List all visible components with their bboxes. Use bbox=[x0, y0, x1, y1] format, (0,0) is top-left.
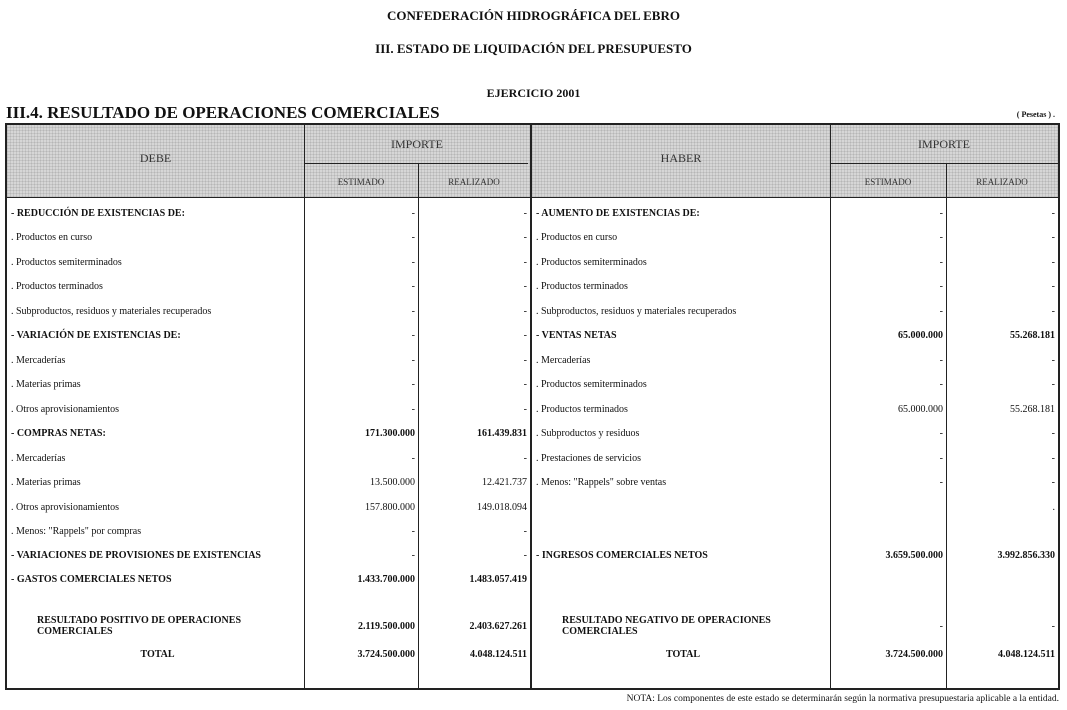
table-row bbox=[7, 348, 1058, 373]
haber-realizado-cell: - bbox=[1051, 256, 1055, 268]
debe-realizado-cell: 2.403.627.261 bbox=[469, 620, 527, 632]
debe-header: DEBE bbox=[139, 151, 172, 165]
haber-label-cell: . Subproductos y residuos bbox=[536, 428, 640, 440]
table-row bbox=[7, 567, 1058, 591]
haber-estimado-cell: - bbox=[939, 620, 943, 632]
haber-estimado-cell: 65.000.000 bbox=[898, 403, 943, 415]
currency-units: ( Pesetas ) . bbox=[1016, 110, 1055, 119]
haber-estimado-cell: - bbox=[939, 477, 943, 489]
table-row bbox=[7, 544, 1058, 567]
haber-realizado-cell: - bbox=[1051, 232, 1055, 244]
haber-label-cell: . Productos semiterminados bbox=[536, 379, 647, 391]
haber-label-cell: . Menos: "Rappels" sobre ventas bbox=[536, 477, 667, 489]
debe-estimado-cell: - bbox=[411, 452, 415, 464]
importe-divider-right bbox=[830, 163, 1058, 164]
haber-realizado-cell: - bbox=[1051, 281, 1055, 293]
debe-estimado-cell: - bbox=[411, 330, 415, 342]
importe-header-right: IMPORTE bbox=[918, 137, 970, 151]
haber-label-cell: TOTAL bbox=[665, 648, 701, 660]
debe-estimado-cell: 3.724.500.000 bbox=[357, 648, 415, 660]
debe-estimado-cell: - bbox=[411, 403, 415, 415]
header-divider bbox=[7, 197, 1058, 198]
haber-realizado-cell: - bbox=[1051, 477, 1055, 489]
haber-realizado-cell: 3.992.856.330 bbox=[997, 550, 1055, 561]
debe-estimado-cell: - bbox=[411, 256, 415, 268]
organization-title: CONFEDERACIÓN HIDROGRÁFICA DEL EBRO bbox=[387, 8, 680, 23]
table-row bbox=[7, 422, 1058, 447]
table-row bbox=[7, 324, 1058, 349]
debe-realizado-cell: - bbox=[523, 403, 527, 415]
haber-estimado-cell: - bbox=[939, 428, 943, 440]
debe-estimado-cell: - bbox=[411, 379, 415, 391]
debe-label-cell: - REDUCCIÓN DE EXISTENCIAS DE: bbox=[11, 207, 185, 219]
debe-label-cell: . Otros aprovisionamientos bbox=[11, 501, 120, 513]
debe-label-cell: - VARIACIÓN DE EXISTENCIAS DE: bbox=[11, 330, 181, 342]
debe-label-cell: - COMPRAS NETAS: bbox=[11, 428, 106, 440]
haber-estimado-cell: - bbox=[939, 281, 943, 293]
debe-estimado-cell: - bbox=[411, 305, 415, 317]
debe-estimado-cell: 157.800.000 bbox=[365, 501, 415, 513]
haber-realizado-cell: 55.268.181 bbox=[1010, 403, 1055, 415]
haber-realizado-cell bbox=[946, 567, 1058, 591]
debe-label-cell: TOTAL bbox=[140, 648, 175, 660]
haber-label-cell: . Productos semiterminados bbox=[536, 256, 647, 268]
haber-estimado-cell: - bbox=[939, 207, 943, 219]
haber-realizado-cell bbox=[946, 520, 1058, 545]
debe-label-cell: - GASTOS COMERCIALES NETOS bbox=[11, 573, 172, 585]
debe-realizado-cell: 4.048.124.511 bbox=[470, 648, 527, 660]
haber-estimado-cell: - bbox=[939, 452, 943, 464]
haber-estimado-cell: - bbox=[939, 232, 943, 244]
haber-estimado-cell: 65.000.000 bbox=[898, 330, 943, 342]
haber-estimado-cell: - bbox=[939, 354, 943, 366]
estimado-header-left: ESTIMADO bbox=[337, 177, 385, 187]
debe-realizado-cell: 12.421.737 bbox=[482, 477, 527, 489]
debe-estimado-cell: - bbox=[411, 207, 415, 219]
debe-realizado-cell: 1.483.057.419 bbox=[469, 573, 527, 585]
haber-label-cell bbox=[532, 567, 830, 591]
haber-realizado-cell: - bbox=[1051, 379, 1055, 391]
debe-estimado-cell: 2.119.500.000 bbox=[358, 620, 415, 632]
debe-realizado-cell: - bbox=[523, 305, 527, 317]
debe-label-cell: RESULTADO POSITIVO DE OPERACIONES COMERCIALES bbox=[37, 615, 242, 637]
debe-estimado-cell: 13.500.000 bbox=[370, 477, 415, 489]
debe-label-cell: . Productos terminados bbox=[11, 281, 103, 293]
haber-estimado-cell: - bbox=[939, 305, 943, 317]
table-row bbox=[7, 471, 1058, 496]
haber-estimado-cell: - bbox=[939, 379, 943, 391]
debe-label-cell: . Otros aprovisionamientos bbox=[11, 403, 120, 415]
haber-label-cell bbox=[532, 495, 830, 520]
debe-realizado-cell: - bbox=[523, 550, 527, 561]
haber-realizado-cell: - bbox=[1051, 428, 1055, 440]
haber-label-cell: - AUMENTO DE EXISTENCIAS DE: bbox=[536, 207, 700, 219]
table-row bbox=[7, 495, 1058, 520]
table-row bbox=[7, 299, 1058, 324]
debe-realizado-cell: - bbox=[523, 281, 527, 293]
haber-estimado-cell: 3.659.500.000 bbox=[885, 550, 943, 561]
debe-label-cell: . Materias primas bbox=[11, 477, 81, 489]
haber-realizado-cell: - bbox=[1051, 207, 1055, 219]
debe-realizado-cell: - bbox=[523, 379, 527, 391]
table-row bbox=[7, 226, 1058, 251]
haber-estimado-cell: - bbox=[939, 256, 943, 268]
debe-estimado-cell: - bbox=[411, 550, 415, 561]
debe-realizado-cell: 149.018.094 bbox=[477, 501, 527, 513]
debe-estimado-cell: - bbox=[411, 354, 415, 366]
table-row bbox=[7, 611, 1058, 641]
haber-header: HABER bbox=[660, 151, 702, 165]
table-row bbox=[7, 446, 1058, 471]
haber-realizado-cell: 55.268.181 bbox=[1010, 330, 1055, 342]
section-title: III.4. RESULTADO DE OPERACIONES COMERCIALES bbox=[6, 103, 440, 122]
haber-label-cell: RESULTADO NEGATIVO DE OPERACIONES COMERCIALES bbox=[562, 615, 771, 637]
debe-label-cell: . Mercaderías bbox=[11, 354, 66, 366]
debe-label-cell: . Productos semiterminados bbox=[11, 256, 122, 268]
fiscal-year: EJERCICIO 2001 bbox=[486, 86, 581, 100]
table-row bbox=[7, 641, 1058, 667]
debe-realizado-cell: - bbox=[523, 354, 527, 366]
table-row bbox=[7, 397, 1058, 422]
debe-realizado-cell: 161.439.831 bbox=[477, 428, 527, 440]
debe-label-cell: . Mercaderías bbox=[11, 452, 66, 464]
statement-title: III. ESTADO DE LIQUIDACIÓN DEL PRESUPUESTO bbox=[375, 41, 692, 56]
debe-estimado-cell: - bbox=[411, 526, 415, 538]
haber-realizado-cell: . bbox=[1052, 501, 1055, 513]
table-row bbox=[7, 520, 1058, 545]
debe-label-cell: . Materias primas bbox=[11, 379, 81, 391]
haber-label-cell: . Productos terminados bbox=[536, 281, 628, 293]
haber-realizado-cell: 4.048.124.511 bbox=[998, 648, 1055, 660]
debe-realizado-cell: - bbox=[523, 207, 527, 219]
debe-realizado-cell: - bbox=[523, 232, 527, 244]
debe-label-cell: . Productos en curso bbox=[11, 232, 93, 244]
haber-label-cell: - VENTAS NETAS bbox=[536, 330, 617, 342]
haber-label-cell: . Productos terminados bbox=[536, 403, 628, 415]
haber-label-cell: . Productos en curso bbox=[536, 232, 618, 244]
haber-estimado-cell bbox=[830, 520, 946, 545]
debe-estimado-cell: 171.300.000 bbox=[365, 428, 415, 440]
haber-label-cell: . Subproductos, residuos y materiales recuperados bbox=[536, 305, 737, 317]
debe-estimado-cell: - bbox=[411, 232, 415, 244]
haber-realizado-cell: - bbox=[1051, 354, 1055, 366]
haber-estimado-cell: 3.724.500.000 bbox=[885, 648, 943, 660]
haber-realizado-cell: - bbox=[1051, 305, 1055, 317]
estimado-header-right: ESTIMADO bbox=[864, 177, 912, 187]
haber-realizado-cell: - bbox=[1051, 452, 1055, 464]
table-row bbox=[7, 250, 1058, 275]
debe-label-cell: . Menos: "Rappels" por compras bbox=[11, 526, 142, 538]
debe-label-cell: . Subproductos, residuos y materiales recuperados bbox=[11, 305, 212, 317]
debe-realizado-cell: - bbox=[523, 452, 527, 464]
debe-estimado-cell: 1.433.700.000 bbox=[357, 573, 415, 585]
debe-estimado-cell: - bbox=[411, 281, 415, 293]
haber-realizado-cell: - bbox=[1051, 620, 1055, 632]
debe-realizado-cell: - bbox=[523, 330, 527, 342]
haber-estimado-cell bbox=[830, 567, 946, 591]
importe-divider-left bbox=[304, 163, 528, 164]
haber-label-cell: . Mercaderías bbox=[536, 354, 591, 366]
table-row bbox=[7, 373, 1058, 398]
footnote: NOTA: Los componentes de este estado se determinarán según la normativa presupuestaria aplicable a la entidad. bbox=[626, 694, 1059, 704]
realizado-header-left: REALIZADO bbox=[448, 177, 500, 187]
haber-label-cell: . Prestaciones de servicios bbox=[536, 452, 641, 464]
haber-estimado-cell bbox=[830, 495, 946, 520]
realizado-header-right: REALIZADO bbox=[976, 177, 1028, 187]
table-row bbox=[7, 201, 1058, 226]
haber-label-cell: - INGRESOS COMERCIALES NETOS bbox=[536, 550, 708, 561]
debe-realizado-cell: - bbox=[523, 256, 527, 268]
importe-header-left: IMPORTE bbox=[391, 137, 443, 151]
debe-realizado-cell: - bbox=[523, 526, 527, 538]
haber-label-cell bbox=[532, 520, 830, 545]
debe-label-cell: - VARIACIONES DE PROVISIONES DE EXISTENCIAS bbox=[11, 550, 261, 561]
table-row bbox=[7, 275, 1058, 300]
results-table bbox=[5, 123, 1060, 690]
